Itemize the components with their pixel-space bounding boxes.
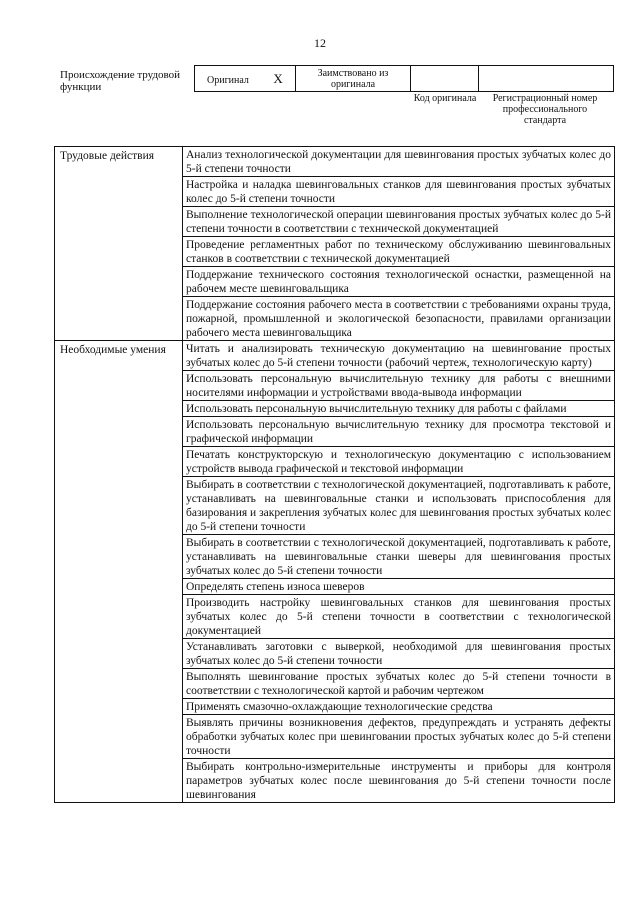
original-cell bbox=[195, 66, 296, 92]
code-caption: Код оригинала bbox=[413, 93, 477, 104]
section-item: Выполнение технологической операции шевингования простых зубчатых колес до 5-й степени точности в соответствии с технической документацией bbox=[183, 207, 615, 237]
section-item: Производить настройку шевинговальных станков для шевингования простых зубчатых колес до 5-й степени точности в соответствии с технологической документацией bbox=[183, 595, 615, 639]
section-item: Использовать персональную вычислительную технику для работы с внешними носителями информации и устройствами ввода-вывода информации bbox=[183, 371, 615, 401]
origin-label: Происхождение трудовой функции bbox=[60, 69, 181, 93]
original-label: Оригинал bbox=[207, 74, 249, 86]
borrowed-cell: Заимствовано из оригинала bbox=[296, 66, 411, 92]
section-item: Определять степень износа шеверов bbox=[183, 579, 615, 595]
section-item: Печатать конструкторскую и технологическую документацию с использованием устройств вывода графической и текстовой информации bbox=[183, 447, 615, 477]
section-item: Выбирать контрольно-измерительные инструменты и приборы для контроля параметров зубчатых колес после шевингования до 5-й степени точности после шевингования bbox=[183, 759, 615, 803]
section-item: Выбирать в соответствии с технологической документацией, подготавливать к работе, устанавливать на шевинговальные станки шеверы для шевингования простых зубчатых колес до 5-й степени точности bbox=[183, 535, 615, 579]
section-item: Выполнять шевингование простых зубчатых колес до 5-й степени точности в соответствии с технологической картой и рабочим чертежом bbox=[183, 669, 615, 699]
code-cell bbox=[411, 66, 479, 92]
section-item: Устанавливать заготовки с выверкой, необходимой для шевингования простых зубчатых колес до 5-й степени точности bbox=[183, 639, 615, 669]
page-number: 12 bbox=[314, 36, 326, 50]
section-item: Анализ технологической документации для шевингования простых зубчатых колес до 5-й степени точности bbox=[183, 147, 615, 177]
section-title: Необходимые умения bbox=[55, 341, 183, 803]
section-item: Выявлять причины возникновения дефектов, предупреждать и устранять дефекты обработки зубчатых колес при шевинговании простых зубчатых колес до 5-й степени точности bbox=[183, 715, 615, 759]
reg-number-cell bbox=[479, 66, 614, 92]
section-title: Трудовые действия bbox=[55, 147, 183, 341]
section-item: Использовать персональную вычислительную технику для работы с файлами bbox=[183, 401, 615, 417]
table-row bbox=[55, 147, 615, 177]
section-item: Проведение регламентных работ по техническому обслуживанию шевинговальных станков в соответствии с технической документацией bbox=[183, 237, 615, 267]
section-item: Поддержание состояния рабочего места в соответствии с требованиями охраны труда, пожарной, промышленной и экологической безопасности, правилами организации рабочего места шевинговальщика bbox=[183, 297, 615, 341]
section-item: Применять смазочно-охлаждающие технологические средства bbox=[183, 699, 615, 715]
section-item: Выбирать в соответствии с технологической документацией, подготавливать к работе, устанавливать на шевинговальные станки и использовать приспособления для базирования и закрепления зубчатых колес для шевингования простых зубчатых колес до 5-й степени точности bbox=[183, 477, 615, 535]
origin-table bbox=[194, 65, 614, 92]
reg-caption: Регистрационный номер профессионального стандарта bbox=[492, 93, 598, 126]
section-item: Читать и анализировать техническую документацию на шевингование простых зубчатых колес до 5-й степени точности (рабочий чертеж, технологическую карту) bbox=[183, 341, 615, 371]
section-item: Использовать персональную вычислительную технику для просмотра текстовой и графической информации bbox=[183, 417, 615, 447]
table-row bbox=[55, 341, 615, 371]
section-item: Настройка и наладка шевинговальных станков для шевингования простых зубчатых колес до 5-й степени точности bbox=[183, 177, 615, 207]
function-table bbox=[54, 146, 615, 803]
original-mark: X bbox=[273, 70, 283, 86]
section-item: Поддержание технического состояния технологической оснастки, размещенной на рабочем месте шевинговальщика bbox=[183, 267, 615, 297]
